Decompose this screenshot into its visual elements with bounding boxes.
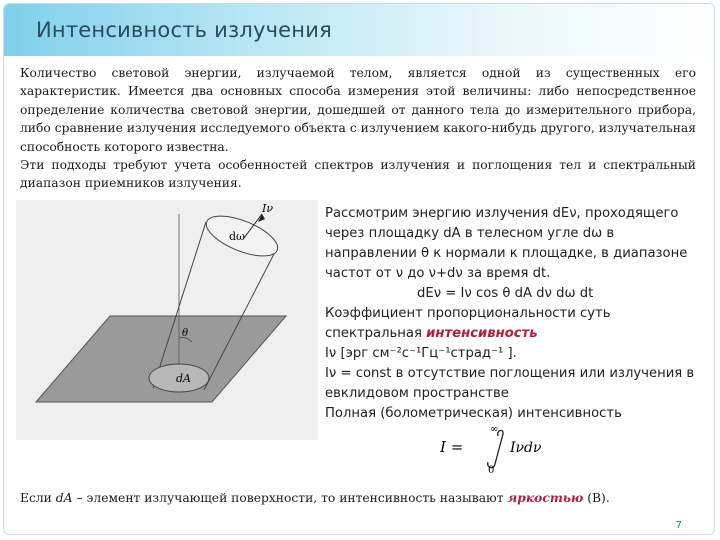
term-brightness: яркостью [507,490,584,505]
def-line-2: через площадку dA в телесном угле dω в [325,226,615,241]
slide-title: Интенсивность излучения [36,18,332,42]
energy-formula: dEν = Iν cos θ dA dν dω dt [417,286,594,301]
bottom-suffix: (B). [583,491,610,505]
intro-paragraph-1: Количество световой энергии, излучаемой телом, является одной из существенных его характеристик. Имеется два основных способа измерения этой величины: либо непосредственное определение количества световой энергии, дошедшей от данного тела до измерительного прибора, либо сравнение излучения исследуемого объекта с излучением какого-нибудь другого, излучательная способность которого известна. [20,66,696,154]
intro-paragraph-2: Эти подходы требуют учета особенностей спектров излучения и поглощения тел и спектральный диапазон приемников излучения. [20,158,696,191]
intro-text [20,64,696,193]
integral-svg [440,422,560,474]
def-line-10: Полная (болометрическая) интенсивность [325,406,622,421]
def-line-3: направлении θ к нормали к площадке, в диапазоне [325,246,688,261]
integral-upper-limit: ∞ [490,424,499,435]
def-line-1: Рассмотрим энергию излучения dEν, проходящего [325,206,679,221]
def-line-6 [325,324,705,344]
term-intensity: интенсивность [426,326,538,341]
integral-lower-limit: 0 [488,465,495,474]
integral-sign-icon [488,430,503,467]
label-theta: θ [182,328,189,339]
label-dA: dA [176,372,191,385]
bottom-prefix: Если [20,491,56,505]
label-intensity: Iν [262,202,274,215]
intensity-diagram [16,200,318,440]
def-line-6-prefix: спектральная [325,326,427,341]
diagram-svg [16,200,318,440]
def-line-7: Iν [эрг см⁻²с⁻¹Гц⁻¹страд⁻¹ ]. [325,346,517,361]
page-number: 7 [675,520,682,531]
label-domega: dω [229,230,246,243]
integral-lhs: I = [440,438,464,456]
bottom-note [20,490,700,505]
def-line-4: частот от ν до ν+dν за время dt. [325,266,551,281]
definition-text [325,204,705,424]
def-line-5: Коэффициент пропорциональности суть [325,306,611,321]
def-line-8: Iν = const в отсутствие поглощения или излучения в [325,366,695,381]
def-line-9: евклидовом пространстве [325,386,509,401]
bottom-middle: – элемент излучающей поверхности, то интенсивность называют [72,491,508,505]
integral-body: Iνdν [510,440,542,456]
bottom-dA: dA [55,491,73,505]
bolometric-integral [440,422,560,474]
